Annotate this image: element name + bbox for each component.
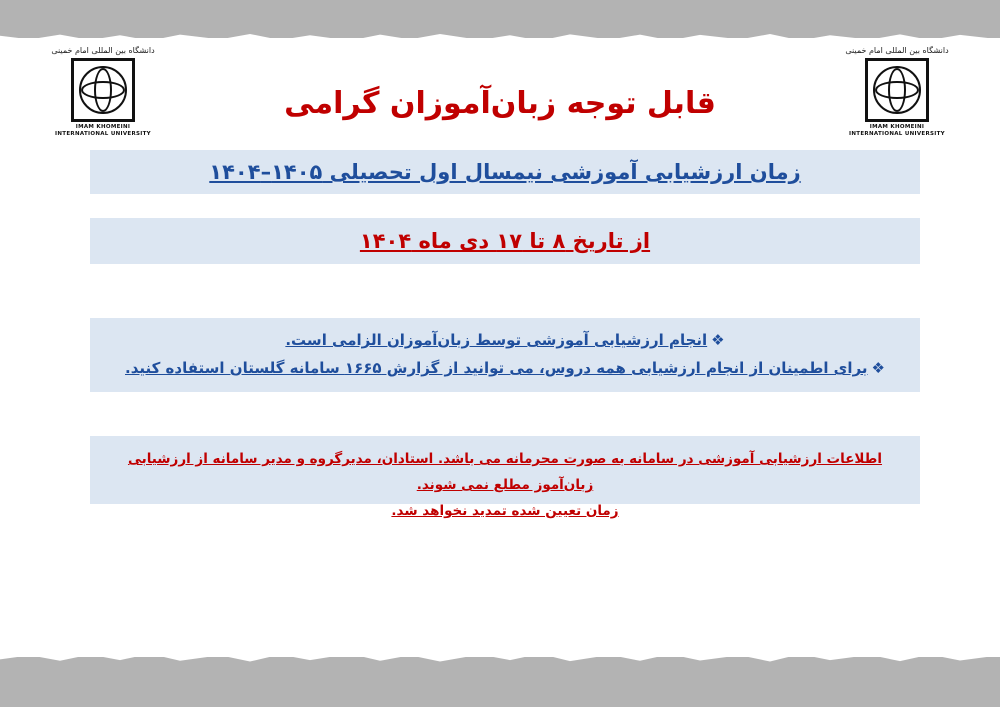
logo-english-line1-2: IMAM KHOMEINI xyxy=(75,124,131,130)
instruction-line-2 xyxy=(106,354,904,382)
bottom-tear-shape xyxy=(0,651,1000,665)
top-torn-edge xyxy=(0,0,1000,38)
logo-english-line1: IMAM KHOMEINI xyxy=(869,124,925,130)
logo-arabic-text: دانشگاه بین المللی امام خمینی xyxy=(845,46,949,55)
confidentiality-text-1: اطلاعات ارزشیابی آموزشی در سامانه به صورت محرمانه می باشد. استادان، مدیرگروه و مدیر سامانه از ارزشیابی زبان‌آموز مطلع نمی شوند. xyxy=(127,451,883,493)
evaluation-period-band xyxy=(90,150,920,194)
logo-english-line2: INTERNATIONAL UNIVERSITY xyxy=(849,131,945,137)
evaluation-dates-text: از تاریخ ۸ تا ۱۷ دی ماه ۱۴۰۴ xyxy=(359,229,651,253)
evaluation-period-text: زمان ارزشیابی آموزشی نیمسال اول تحصیلی ۱۴۰۵–۱۴۰۴ xyxy=(209,160,801,184)
confidentiality-text-2: زمان تعیین شده تمدید نخواهد شد. xyxy=(391,503,619,519)
instructions-band xyxy=(90,318,920,392)
instruction-text-1: انجام ارزشیابی آموزشی توسط زبان‌آموزان الزامی است. xyxy=(285,331,708,349)
page-title: قابل توجه زبان‌آموزان گرامی xyxy=(284,86,716,121)
university-emblem-icon xyxy=(865,58,929,122)
poster-content xyxy=(30,38,970,657)
bullet-icon: ❖ xyxy=(711,331,725,349)
university-logo-left xyxy=(48,46,158,146)
bullet-icon-2: ❖ xyxy=(871,359,885,377)
instruction-text-2: برای اطمینان از انجام ارزشیابی همه دروس، می توانید از گزارش ۱۶۶۵ سامانه گلستان استفاده کنید. xyxy=(125,359,868,377)
bottom-torn-edge xyxy=(0,657,1000,707)
confidentiality-band xyxy=(90,436,920,519)
university-logo-right xyxy=(842,46,952,146)
logo-english-line2-2: INTERNATIONAL UNIVERSITY xyxy=(55,131,151,137)
instruction-line-1 xyxy=(106,326,904,354)
university-emblem-icon-2 xyxy=(71,58,135,122)
logo-arabic-text-2: دانشگاه بین المللی امام خمینی xyxy=(51,46,155,55)
evaluation-dates-band xyxy=(90,218,920,264)
